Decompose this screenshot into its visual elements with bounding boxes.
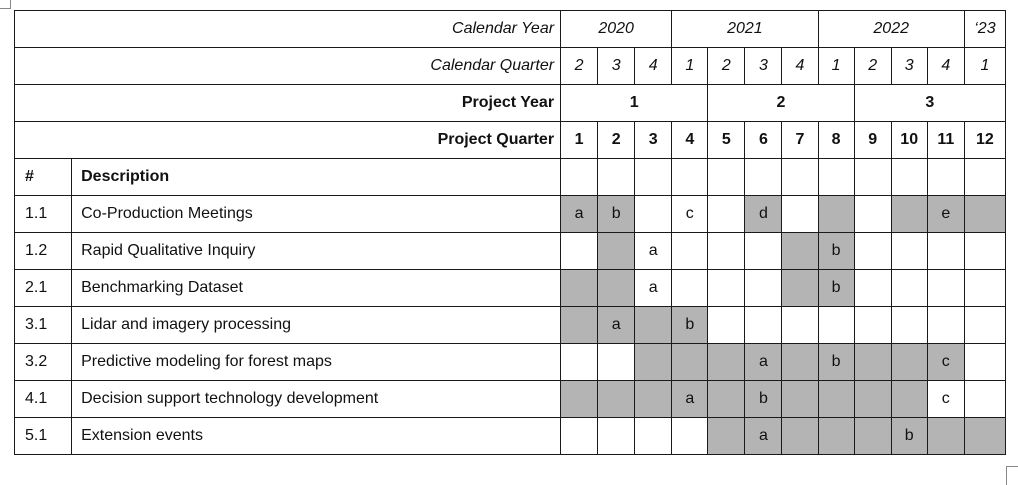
timeline-cell: b <box>672 307 708 344</box>
timeline-cell <box>818 307 854 344</box>
task-row <box>15 344 1006 381</box>
timeline-cell <box>598 418 635 455</box>
calendar-year-cell: 2020 <box>561 11 672 48</box>
task-description: Predictive modeling for forest maps <box>72 344 561 381</box>
timeline-cell <box>672 418 708 455</box>
calendar-quarter-cell: 1 <box>672 48 708 85</box>
timeline-cell <box>891 270 927 307</box>
timeline-cell <box>708 196 745 233</box>
timeline-cell <box>598 344 635 381</box>
project-quarter-cell: 6 <box>745 122 782 159</box>
page-corner-marker-top <box>0 0 11 9</box>
calendar-year-cell: 2022 <box>818 11 964 48</box>
timeline-cell <box>635 307 672 344</box>
empty-header-cell <box>561 159 598 196</box>
timeline-cell <box>818 196 854 233</box>
calendar-quarter-cell: 4 <box>782 48 818 85</box>
number-column-header: # <box>15 159 72 196</box>
timeline-cell <box>818 418 854 455</box>
timeline-cell <box>891 307 927 344</box>
timeline-cell <box>782 233 818 270</box>
calendar-quarter-label: Calendar Quarter <box>15 48 561 85</box>
project-quarter-row <box>15 122 1006 159</box>
timeline-cell: c <box>927 381 964 418</box>
timeline-cell <box>891 381 927 418</box>
task-description: Co-Production Meetings <box>72 196 561 233</box>
task-number: 5.1 <box>15 418 72 455</box>
calendar-quarter-cell: 3 <box>891 48 927 85</box>
task-row <box>15 418 1006 455</box>
empty-header-cell <box>635 159 672 196</box>
timeline-cell: b <box>598 196 635 233</box>
timeline-cell: b <box>818 233 854 270</box>
timeline-cell <box>964 344 1005 381</box>
timeline-cell <box>672 233 708 270</box>
timeline-cell: a <box>561 196 598 233</box>
timeline-cell <box>561 233 598 270</box>
project-quarter-cell: 4 <box>672 122 708 159</box>
timeline-cell <box>708 381 745 418</box>
task-description: Extension events <box>72 418 561 455</box>
timeline-cell: a <box>745 418 782 455</box>
task-number: 1.1 <box>15 196 72 233</box>
page-corner-marker-bottom <box>1006 466 1018 485</box>
calendar-quarter-cell: 2 <box>561 48 598 85</box>
calendar-quarter-row <box>15 48 1006 85</box>
task-description: Benchmarking Dataset <box>72 270 561 307</box>
task-row <box>15 196 1006 233</box>
project-year-row <box>15 85 1006 122</box>
project-quarter-label: Project Quarter <box>15 122 561 159</box>
timeline-cell <box>561 381 598 418</box>
calendar-quarter-cell: 4 <box>927 48 964 85</box>
timeline-cell <box>782 270 818 307</box>
empty-header-cell <box>854 159 891 196</box>
timeline-cell: b <box>818 344 854 381</box>
timeline-cell <box>891 233 927 270</box>
timeline-cell: b <box>818 270 854 307</box>
timeline-cell <box>635 196 672 233</box>
project-quarter-cell: 2 <box>598 122 635 159</box>
task-description: Rapid Qualitative Inquiry <box>72 233 561 270</box>
column-header-row <box>15 159 1006 196</box>
project-year-label: Project Year <box>15 85 561 122</box>
project-timeline-table <box>14 10 1006 455</box>
timeline-cell: c <box>672 196 708 233</box>
timeline-cell <box>561 418 598 455</box>
timeline-cell <box>964 233 1005 270</box>
calendar-year-label: Calendar Year <box>15 11 561 48</box>
timeline-cell <box>745 233 782 270</box>
timeline-cell <box>927 270 964 307</box>
timeline-cell <box>854 233 891 270</box>
timeline-cell <box>818 381 854 418</box>
task-number: 4.1 <box>15 381 72 418</box>
timeline-cell <box>782 418 818 455</box>
timeline-cell <box>927 307 964 344</box>
timeline-cell <box>782 344 818 381</box>
task-number: 1.2 <box>15 233 72 270</box>
calendar-year-cell: 2021 <box>672 11 818 48</box>
description-column-header: Description <box>72 159 561 196</box>
timeline-cell: b <box>745 381 782 418</box>
task-row <box>15 233 1006 270</box>
timeline-cell <box>708 418 745 455</box>
timeline-cell <box>598 381 635 418</box>
empty-header-cell <box>598 159 635 196</box>
timeline-cell <box>782 307 818 344</box>
timeline-cell <box>891 196 927 233</box>
empty-header-cell <box>708 159 745 196</box>
project-quarter-cell: 3 <box>635 122 672 159</box>
timeline-cell <box>561 307 598 344</box>
project-quarter-cell: 12 <box>964 122 1005 159</box>
project-quarter-cell: 1 <box>561 122 598 159</box>
project-year-cell: 1 <box>561 85 708 122</box>
empty-header-cell <box>782 159 818 196</box>
timeline-cell <box>854 307 891 344</box>
timeline-cell <box>635 344 672 381</box>
empty-header-cell <box>818 159 854 196</box>
timeline-cell <box>708 270 745 307</box>
project-quarter-cell: 8 <box>818 122 854 159</box>
timeline-cell: a <box>598 307 635 344</box>
timeline-cell: a <box>635 270 672 307</box>
project-quarter-cell: 11 <box>927 122 964 159</box>
timeline-cell <box>854 418 891 455</box>
project-quarter-cell: 5 <box>708 122 745 159</box>
calendar-quarter-cell: 2 <box>708 48 745 85</box>
timeline-cell <box>854 344 891 381</box>
timeline-cell <box>635 381 672 418</box>
timeline-cell <box>964 270 1005 307</box>
timeline-cell <box>672 270 708 307</box>
timeline-cell <box>782 196 818 233</box>
task-number: 3.1 <box>15 307 72 344</box>
calendar-quarter-cell: 3 <box>598 48 635 85</box>
calendar-year-cell: ‘23 <box>964 11 1005 48</box>
timeline-cell: a <box>745 344 782 381</box>
task-row <box>15 307 1006 344</box>
project-year-cell: 3 <box>854 85 1005 122</box>
task-row <box>15 381 1006 418</box>
timeline-cell <box>964 418 1005 455</box>
calendar-quarter-cell: 3 <box>745 48 782 85</box>
calendar-quarter-cell: 4 <box>635 48 672 85</box>
project-quarter-cell: 9 <box>854 122 891 159</box>
empty-header-cell <box>891 159 927 196</box>
empty-header-cell <box>672 159 708 196</box>
project-year-cell: 2 <box>708 85 854 122</box>
timeline-cell <box>854 196 891 233</box>
timeline-cell <box>598 270 635 307</box>
timeline-cell: d <box>745 196 782 233</box>
timeline-cell <box>927 233 964 270</box>
timeline-cell <box>891 344 927 381</box>
timeline-cell: a <box>635 233 672 270</box>
timeline-cell <box>672 344 708 381</box>
task-row <box>15 270 1006 307</box>
timeline-cell <box>561 270 598 307</box>
timeline-cell <box>854 270 891 307</box>
timeline-cell <box>635 418 672 455</box>
timeline-cell: c <box>927 344 964 381</box>
timeline-cell <box>964 307 1005 344</box>
calendar-year-row <box>15 11 1006 48</box>
timeline-cell: e <box>927 196 964 233</box>
project-quarter-cell: 10 <box>891 122 927 159</box>
task-number: 3.2 <box>15 344 72 381</box>
timeline-cell <box>708 307 745 344</box>
timeline-cell <box>598 233 635 270</box>
empty-header-cell <box>964 159 1005 196</box>
calendar-quarter-cell: 1 <box>818 48 854 85</box>
calendar-quarter-cell: 2 <box>854 48 891 85</box>
task-number: 2.1 <box>15 270 72 307</box>
timeline-cell <box>964 381 1005 418</box>
timeline-cell <box>708 344 745 381</box>
timeline-cell <box>745 307 782 344</box>
calendar-quarter-cell: 1 <box>964 48 1005 85</box>
timeline-cell: b <box>891 418 927 455</box>
timeline-cell <box>708 233 745 270</box>
timeline-cell <box>927 418 964 455</box>
timeline-cell <box>561 344 598 381</box>
task-description: Lidar and imagery processing <box>72 307 561 344</box>
empty-header-cell <box>745 159 782 196</box>
timeline-cell <box>782 381 818 418</box>
timeline-cell <box>854 381 891 418</box>
timeline-cell <box>745 270 782 307</box>
empty-header-cell <box>927 159 964 196</box>
timeline-cell <box>964 196 1005 233</box>
task-description: Decision support technology development <box>72 381 561 418</box>
project-quarter-cell: 7 <box>782 122 818 159</box>
timeline-cell: a <box>672 381 708 418</box>
